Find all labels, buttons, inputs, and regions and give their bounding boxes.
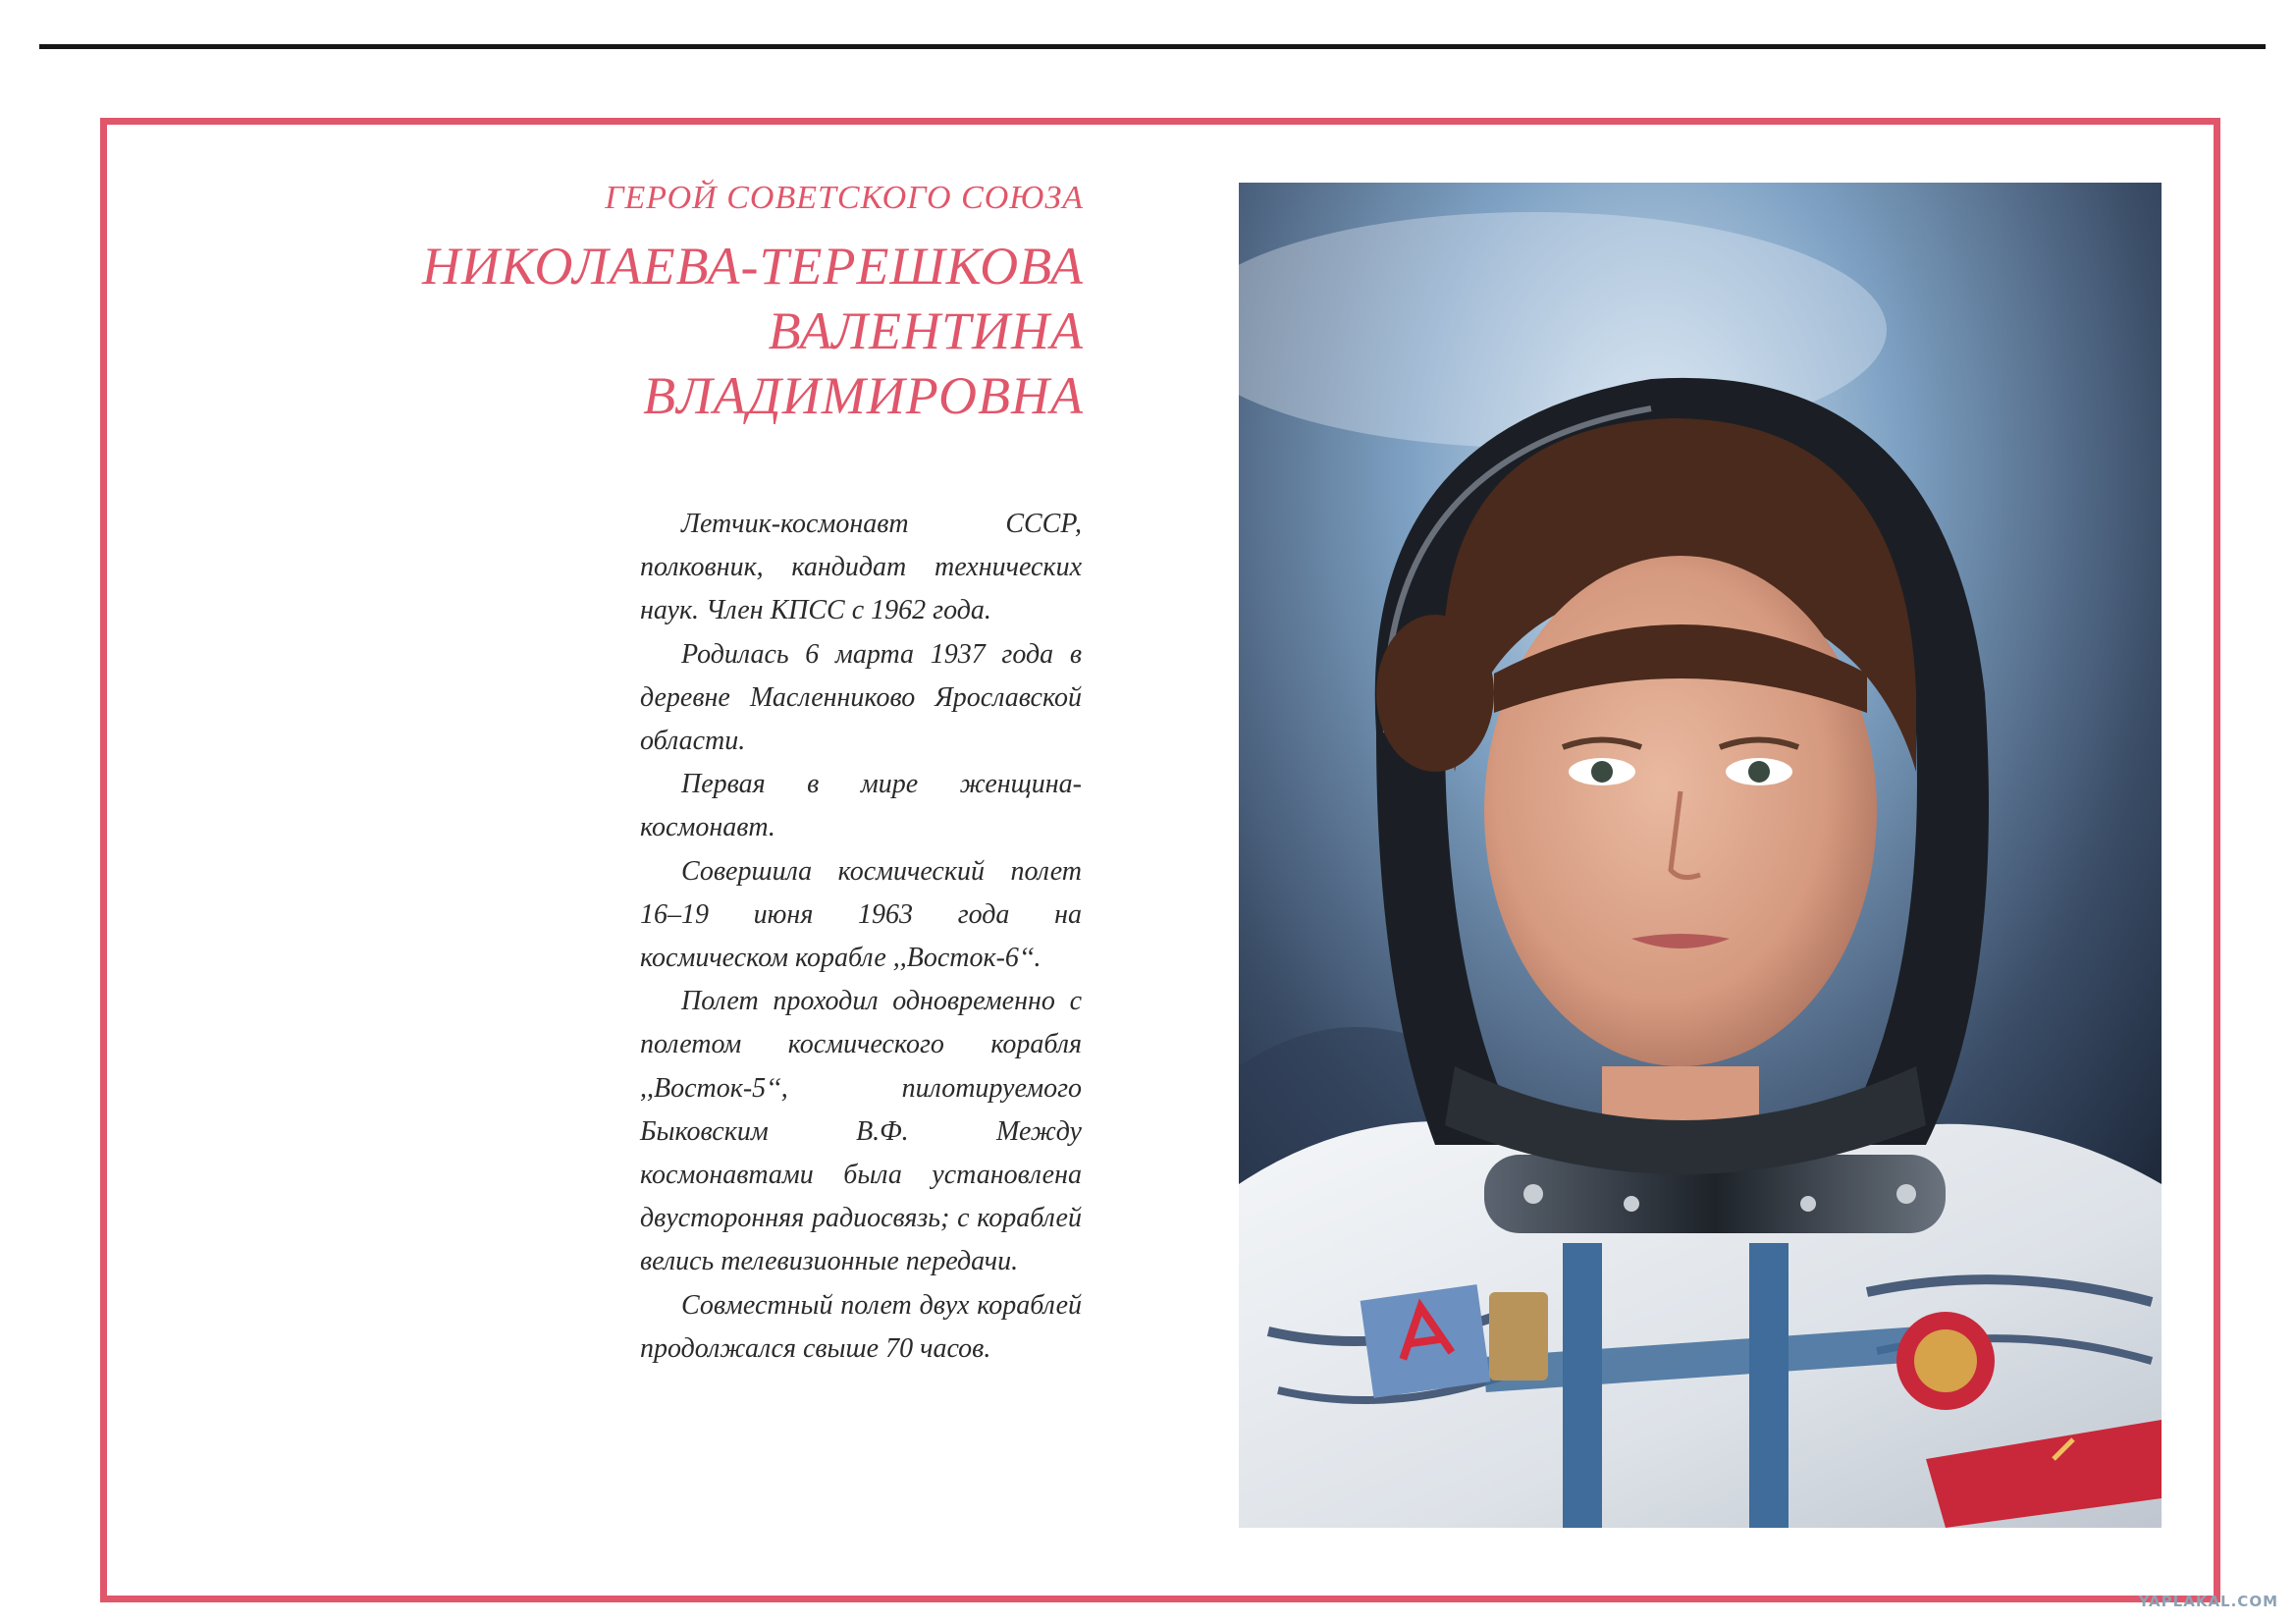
cosmonaut-portrait (1239, 183, 2162, 1528)
top-rule (39, 44, 2266, 49)
bio-text (640, 503, 1082, 1371)
bio-paragraph: Летчик-космонавт СССР, полковник, кандидат технических наук. Член КПСС с 1962 года. (640, 509, 1082, 626)
bio-paragraph: Совершила космический полет 16–19 июня 1963 года на космическом корабле ,,Восток-6‘‘. (640, 855, 1082, 974)
watermark-text: YAPLAKAL.COM (2138, 1593, 2278, 1610)
name-line-first-name: ВАЛЕНТИНА (768, 301, 1084, 360)
cosmonaut-portrait-icon (1239, 183, 2162, 1528)
bio-paragraph: Совместный полет двух кораблей продолжался свыше 70 часов. (640, 1289, 1082, 1364)
heading-block (422, 177, 1084, 428)
bio-paragraph: Родилась 6 марта 1937 года в деревне Масленниково Ярославской области. (640, 638, 1082, 757)
bio-paragraph: Полет проходил одновременно с полетом космического корабля ,,Восток-5‘‘, пилотируемого Быковским В.Ф. Между космонавтами была установлена двусторонняя радиосвязь; с кораблей велись телевизионные передачи. (640, 986, 1082, 1277)
bio-paragraph: Первая в мире женщина-космонавт. (640, 769, 1082, 843)
hero-title: ГЕРОЙ СОВЕТСКОГО СОЮЗА (605, 180, 1084, 216)
name-line-patronymic: ВЛАДИМИРОВНА (643, 366, 1084, 425)
name-line-surname: НИКОЛАЕВА-ТЕРЕШКОВА (422, 237, 1084, 296)
